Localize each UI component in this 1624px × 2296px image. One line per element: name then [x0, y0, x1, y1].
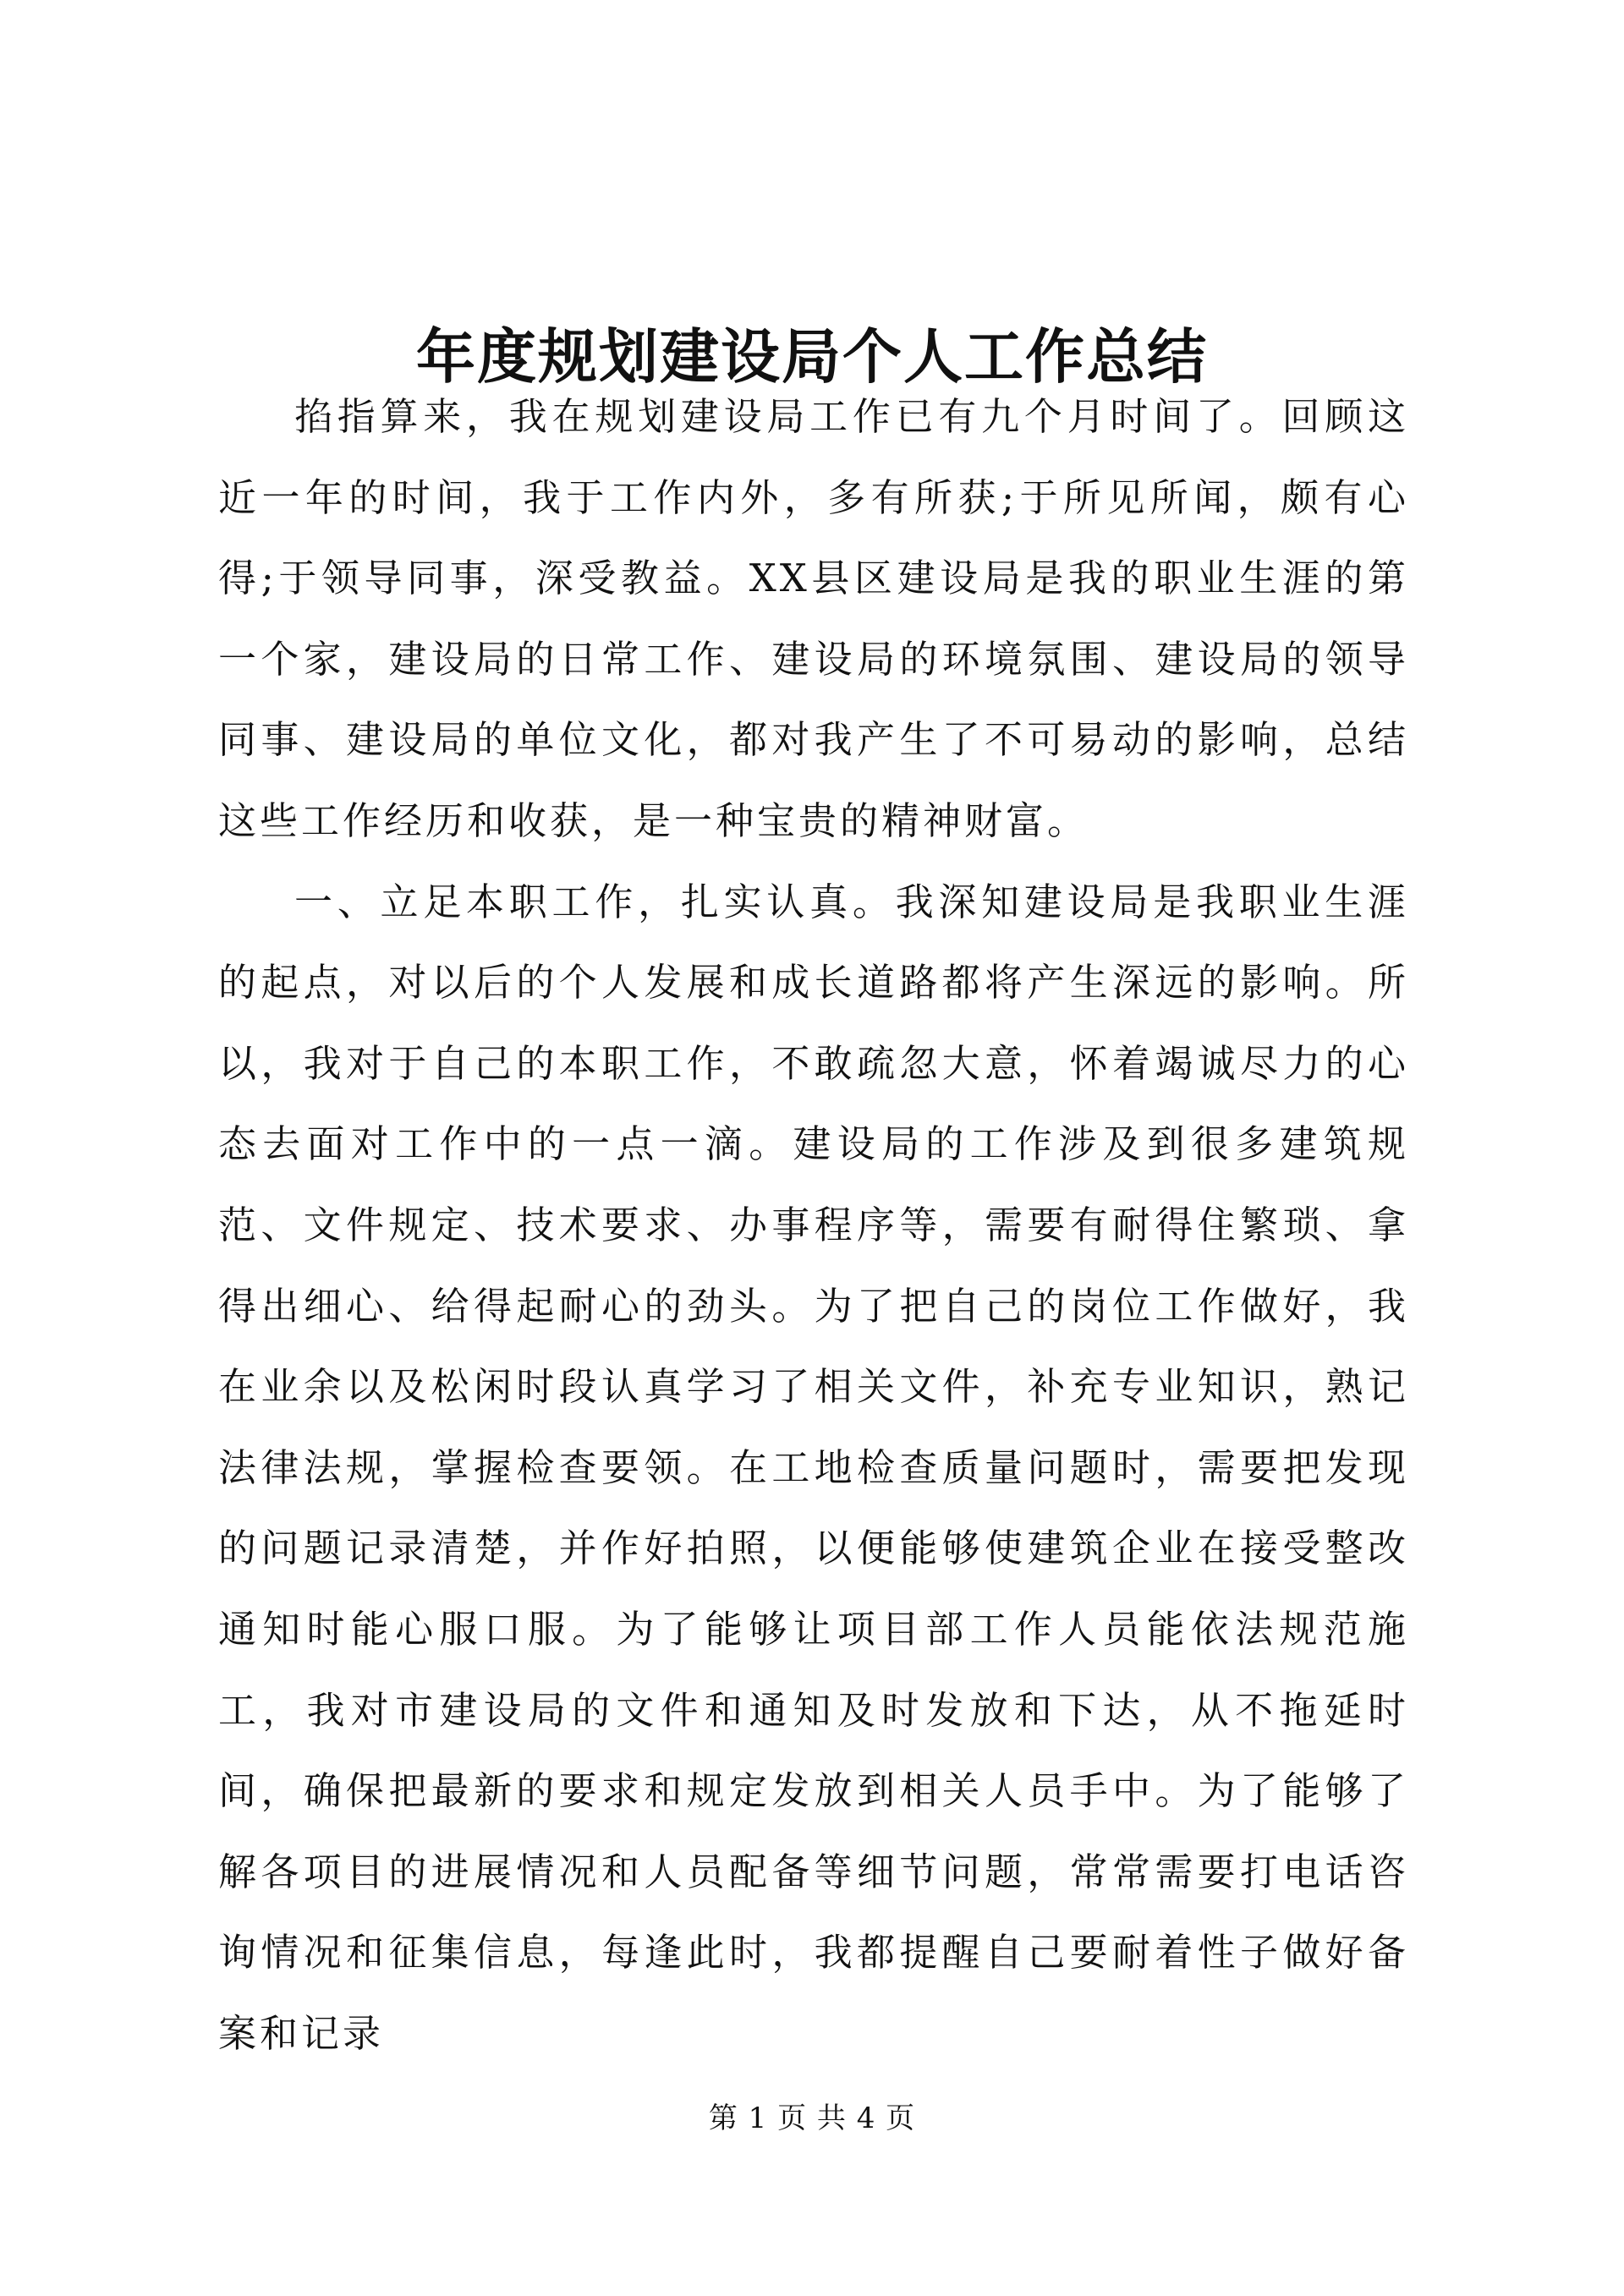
- page-footer: 第 1 页 共 4 页: [708, 2101, 916, 2135]
- document-body: [218, 376, 1409, 2074]
- paragraph-intro: 掐指算来，我在规划建设局工作已有九个月时间了。回顾这近一年的时间，我于工作内外，多有所获;于所见所闻，颇有心得;于领导同事，深受教益。XX县区建设局是我的职业生涯的第一个家，建设局的日常工作、建设局的环境氛围、建设局的领导同事、建设局的单位文化，都对我产生了不可易动的影响，总结这些工作经历和收获，是一种宝贵的精神财富。: [218, 394, 1409, 843]
- document-title: 年度规划建设局个人工作总结: [416, 321, 1208, 392]
- paragraph-section-one: 一、立足本职工作，扎实认真。我深知建设局是我职业生涯的起点，对以后的个人发展和成长道路都将产生深远的影响。所以，我对于自己的本职工作，不敢疏忽大意，怀着竭诚尽力的心态去面对工作中的一点一滴。建设局的工作涉及到很多建筑规范、文件规定、技术要求、办事程序等，需要有耐得住繁琐、拿得出细心、给得起耐心的劲头。为了把自己的岗位工作做好，我在业余以及松闲时段认真学习了相关文件，补充专业知识，熟记法律法规，掌握检查要领。在工地检查质量问题时，需要把发现的问题记录清楚，并作好拍照，以便能够使建筑企业在接受整改通知时能心服口服。为了能够让项目部工作人员能依法规范施工，我对市建设局的文件和通知及时发放和下达，从不拖延时间，确保把最新的要求和规定发放到相关人员手中。为了能够了解各项目的进展情况和人员配备等细节问题，常常需要打电话咨询情况和征集信息，每逢此时，我都提醒自己要耐着性子做好备案和记录: [218, 879, 1409, 2056]
